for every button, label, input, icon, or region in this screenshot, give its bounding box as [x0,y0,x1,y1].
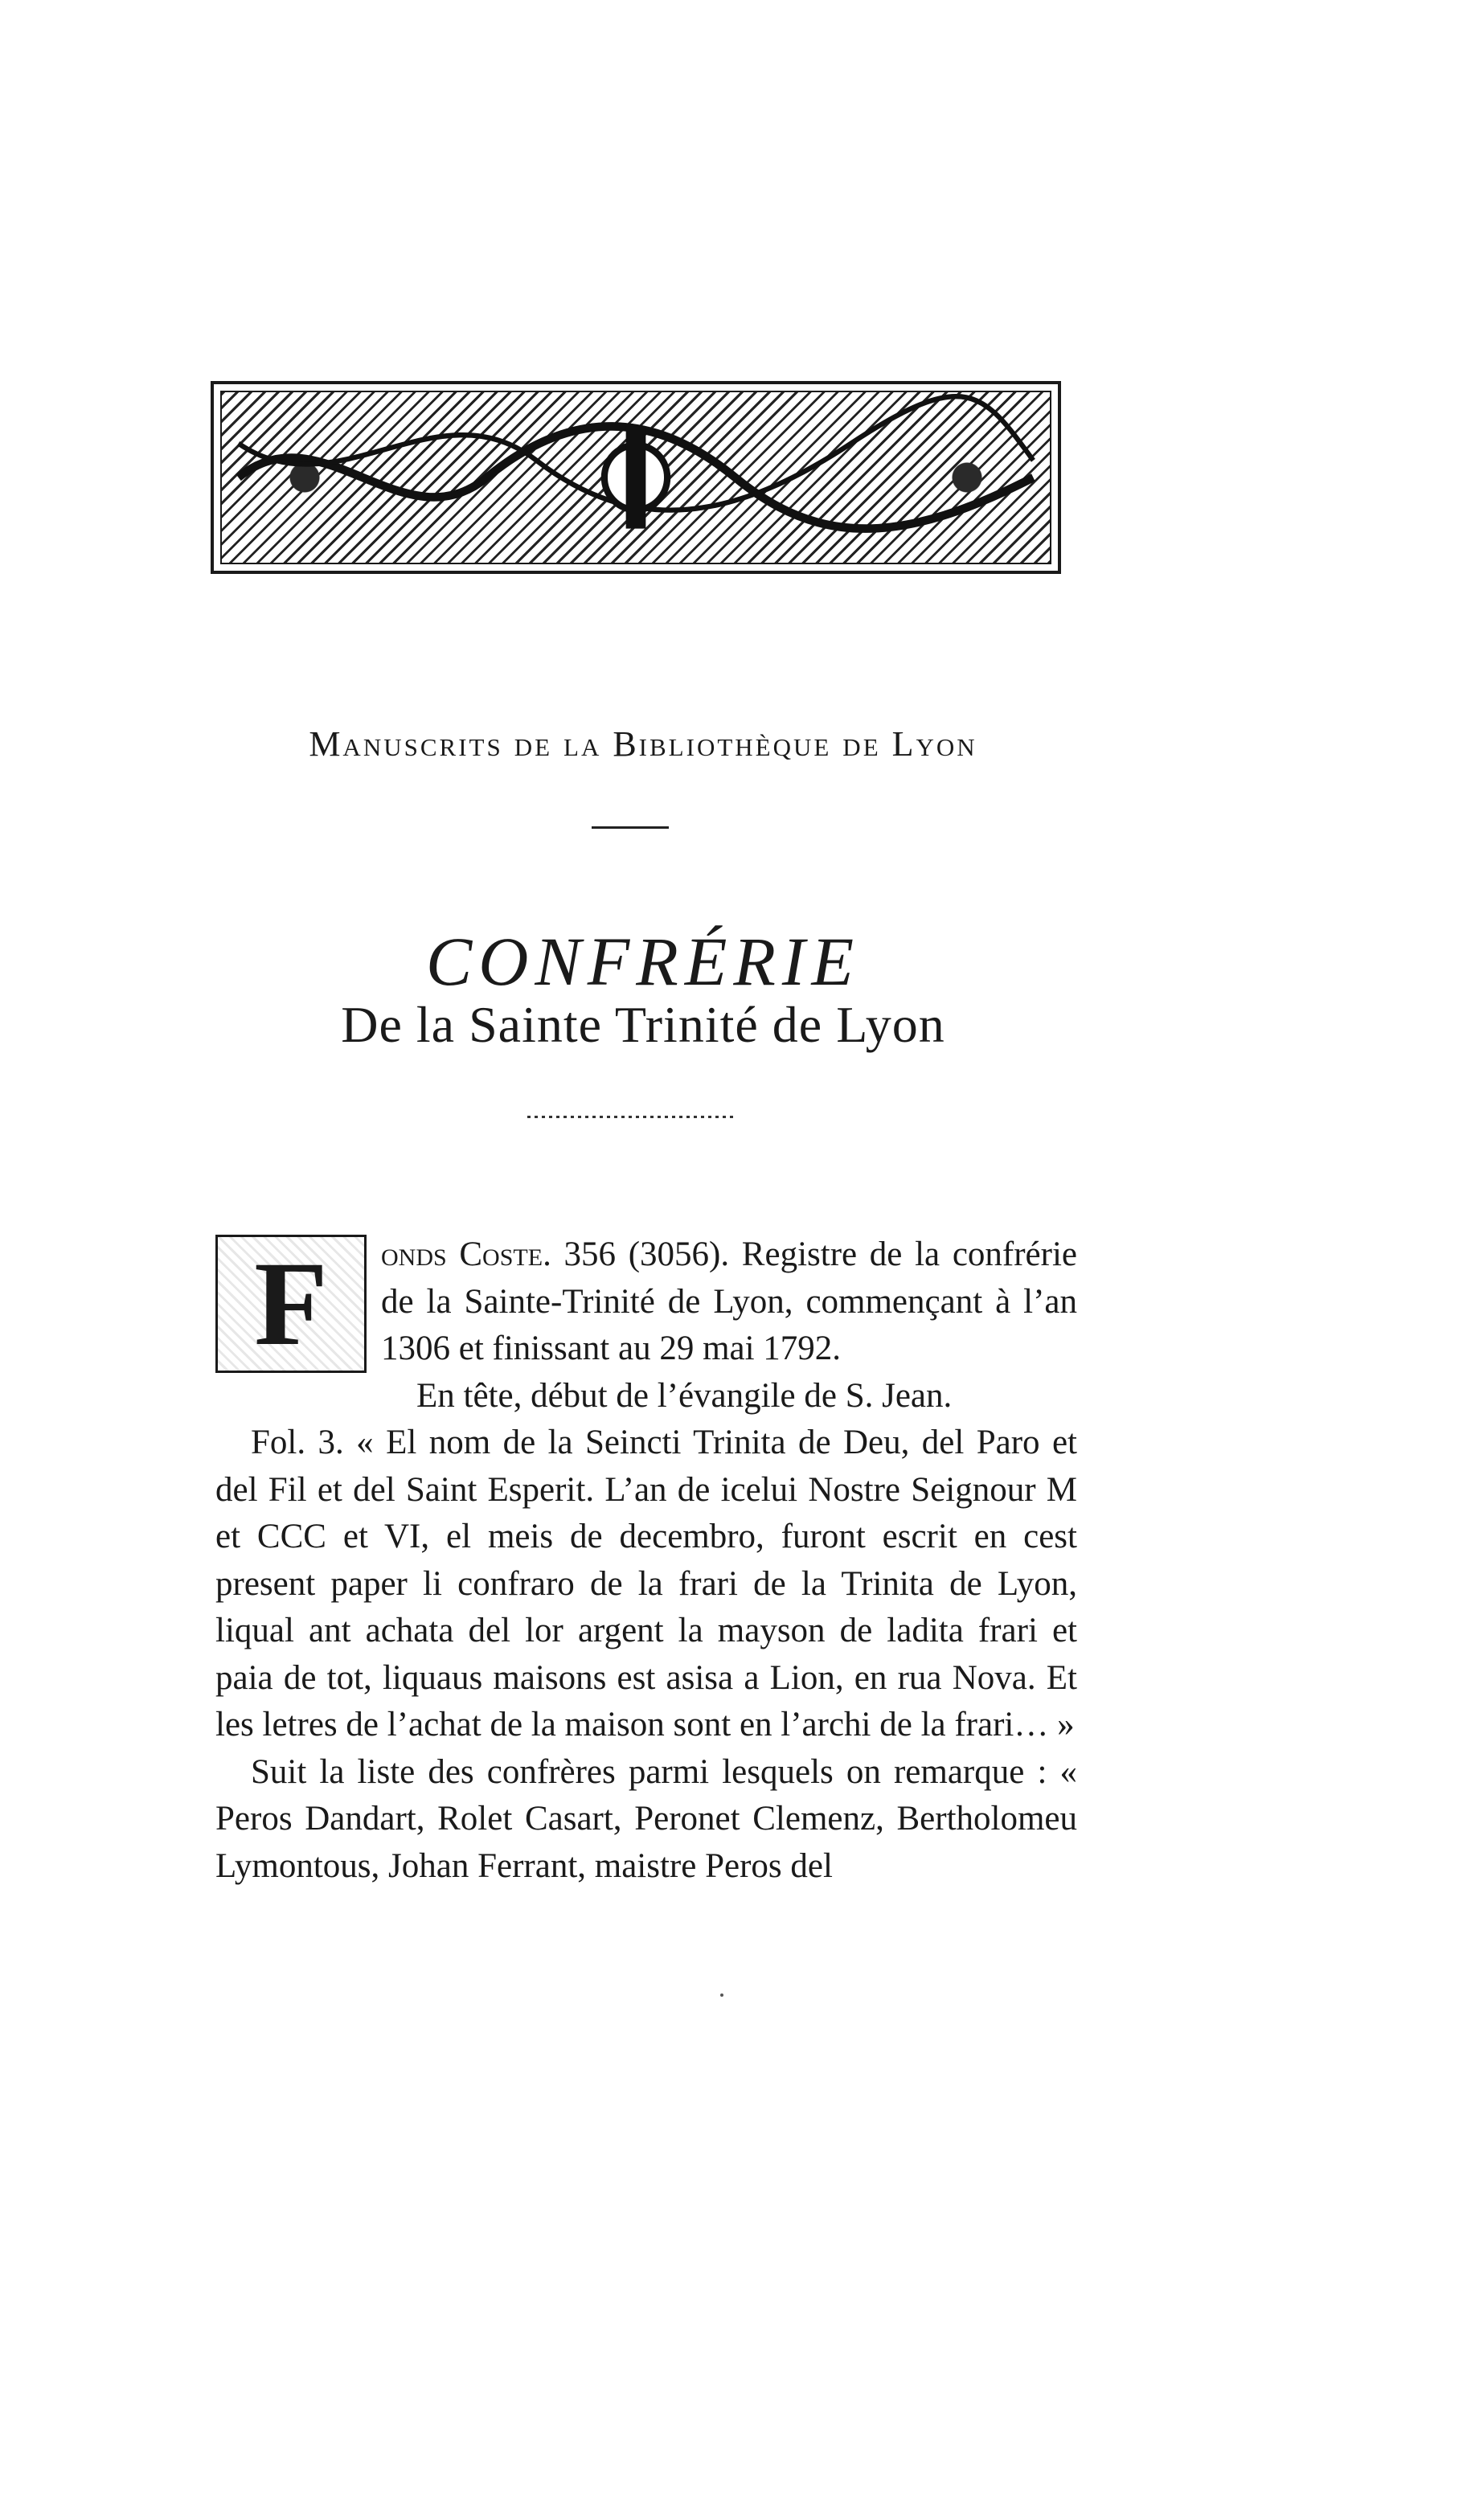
paragraph-1-lead: onds Coste [381,1235,543,1273]
document-subtitle: De la Sainte Trinité de Lyon [341,996,945,1053]
wavy-divider [527,1112,736,1121]
ornament-pattern [220,391,1051,564]
paragraph-1-text: . 356 (3056). Registre de la confrérie de la Sainte-Trinité de Lyon, commençant à l’an 1306 et finissant au 29 mai 1792. [381,1235,1077,1367]
title-divider [592,826,669,829]
document-title: CONFRÉRIE [425,922,861,1000]
dropcap-letter: F [215,1235,367,1373]
collection-heading: Manuscrits de la Bibliothèque de Lyon [309,724,977,764]
header-ornament-band [211,381,1061,574]
body-text [215,1231,1077,1890]
scroll-ornament-icon [222,392,1050,563]
page-speck [720,1993,723,1997]
paragraph-4: Suit la liste des confrères parmi lesquels on remarque : « Peros Dandart, Rolet Casart, Peronet Clemenz, Bertholomeu Lymontous, Johan Ferrant, maistre Peros del [215,1752,1077,1885]
paragraph-2: En tête, début de l’évangile de S. Jean. [416,1376,953,1415]
paragraph-3: Fol. 3. « El nom de la Seincti Trinita de Deu, del Paro et del Fil et del Saint Esperit. L’an de icelui Nostre Seignour M et CCC et VI, el meis de decembro, furont escrit en cest present paper li confraro de la frari de la Trinita de Lyon, liqual ant achata del lor argent la mayson de ladita frari et paia de tot, liquaus maisons est asisa a Lion, en rua Nova. Et les letres de l’achat de la maison sont en l’archi de la frari… » [215,1424,1077,1744]
